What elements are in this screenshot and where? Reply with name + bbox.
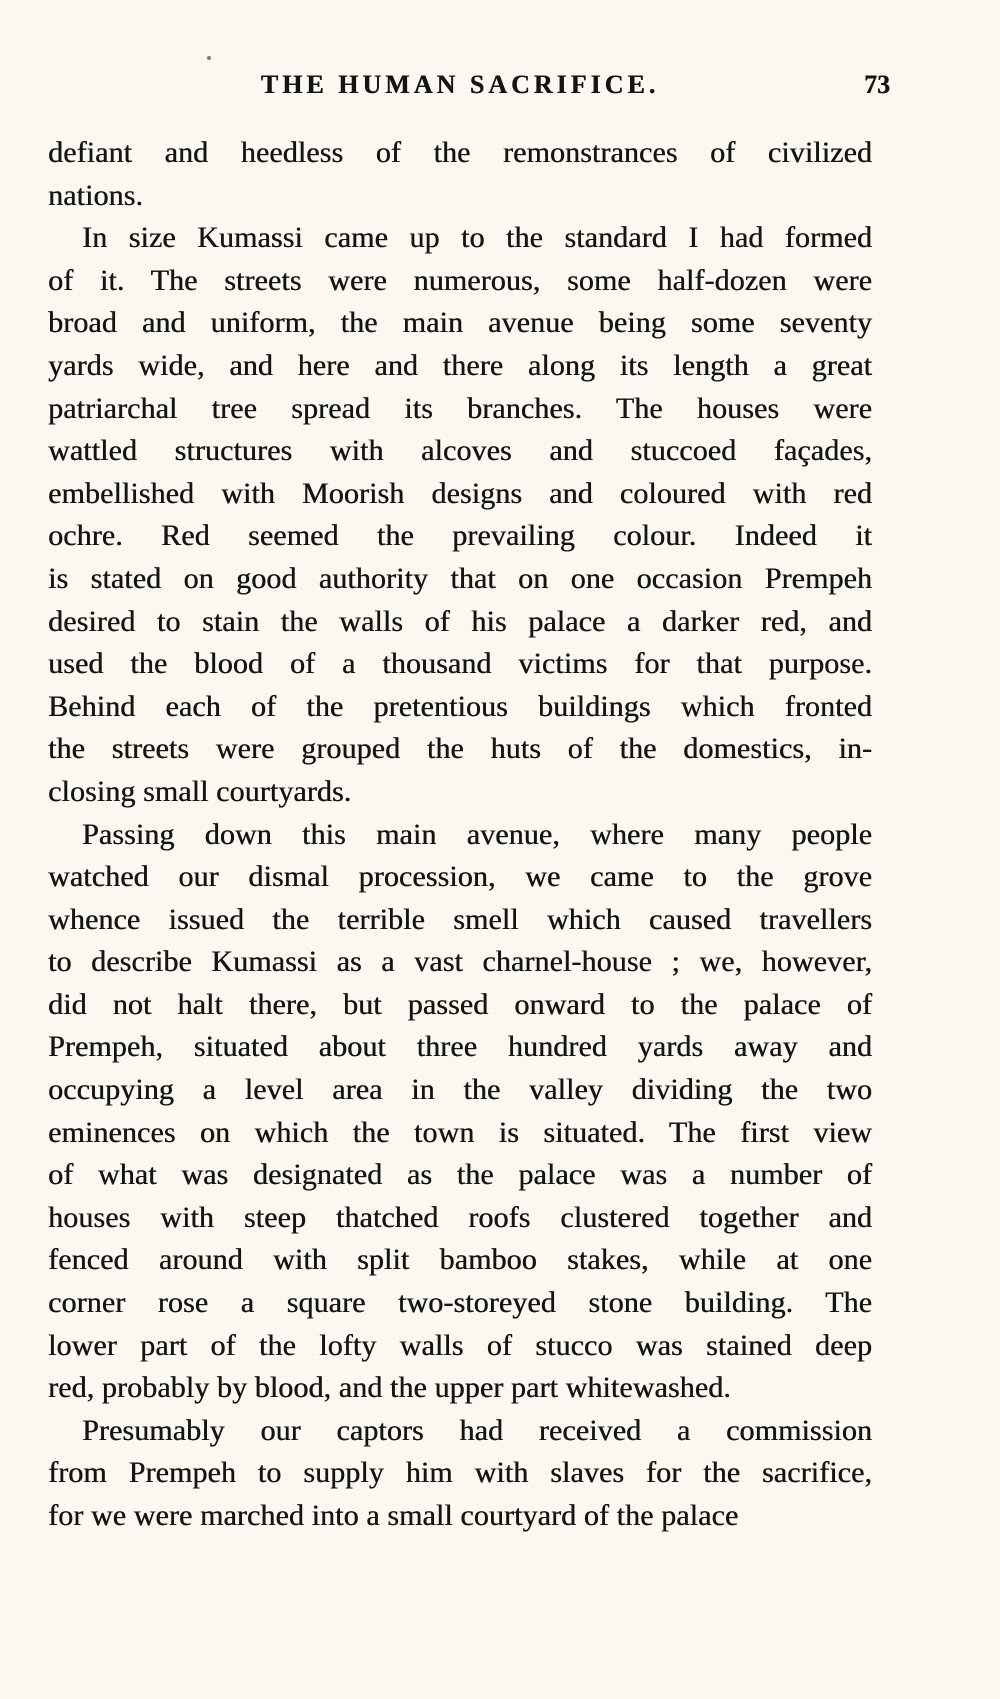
paragraph	[48, 1410, 872, 1538]
text-line: Prempeh, situated about three hundred yards away and	[48, 1030, 872, 1064]
paragraph	[48, 217, 872, 813]
text-line: red, probably by blood, and the upper part whitewashed.	[48, 1371, 731, 1405]
text-line: broad and uniform, the main avenue being some seventy	[48, 306, 872, 340]
text-line: occupying a level area in the valley dividing the two	[48, 1073, 872, 1107]
text-line: nations.	[48, 178, 143, 212]
scan-speck	[207, 56, 211, 60]
text-line: the streets were grouped the huts of the domestics, in-	[48, 732, 872, 766]
text-line: watched our dismal procession, we came to the grove	[48, 860, 872, 894]
text-line: ochre. Red seemed the prevailing colour. Indeed it	[48, 519, 872, 553]
text-line: for we were marched into a small courtyard of the palace	[48, 1499, 739, 1532]
text-line: yards wide, and here and there along its length a great	[48, 348, 872, 382]
text-line: eminences on which the town is situated. The first view	[48, 1115, 872, 1149]
page-number: 73	[864, 70, 890, 99]
text-line: patriarchal tree spread its branches. The houses were	[48, 391, 872, 425]
text-line: Passing down this main avenue, where many people	[82, 817, 872, 851]
text-line: whence issued the terrible smell which caused travellers	[48, 902, 872, 936]
text-line: of what was designated as the palace was a number of	[48, 1158, 872, 1192]
text-line: wattled structures with alcoves and stuccoed façades,	[48, 434, 872, 468]
text-line: of it. The streets were numerous, some half-dozen were	[48, 263, 872, 297]
text-line: defiant and heedless of the remonstrances of civilized	[48, 136, 872, 169]
text-line: desired to stain the walls of his palace a darker red, and	[48, 604, 872, 638]
page-text	[48, 132, 872, 1538]
text-line: lower part of the lofty walls of stucco was stained deep	[48, 1328, 872, 1362]
text-line: embellished with Moorish designs and coloured with red	[48, 476, 872, 510]
text-line: Behind each of the pretentious buildings which fronted	[48, 689, 872, 723]
text-line: Presumably our captors had received a commission	[82, 1413, 872, 1447]
text-line: is stated on good authority that on one occasion Prempeh	[48, 561, 872, 595]
text-line: used the blood of a thousand victims for that purpose.	[48, 647, 872, 681]
text-line: from Prempeh to supply him with slaves for the sacrifice,	[48, 1456, 872, 1490]
text-line: did not halt there, but passed onward to the palace of	[48, 987, 872, 1021]
paragraph	[48, 132, 872, 217]
text-line: closing small courtyards.	[48, 774, 352, 808]
paragraph	[48, 814, 872, 1410]
text-line: houses with steep thatched roofs clustered together and	[48, 1200, 872, 1234]
text-line: to describe Kumassi as a vast charnel-house ; we, however,	[48, 945, 872, 979]
text-line: In size Kumassi came up to the standard I had formed	[82, 221, 872, 255]
running-header	[48, 70, 890, 106]
text-line: fenced around with split bamboo stakes, while at one	[48, 1243, 872, 1277]
text-line: corner rose a square two-storeyed stone building. The	[48, 1286, 872, 1320]
running-header-title: THE HUMAN SACRIFICE.	[260, 70, 660, 99]
